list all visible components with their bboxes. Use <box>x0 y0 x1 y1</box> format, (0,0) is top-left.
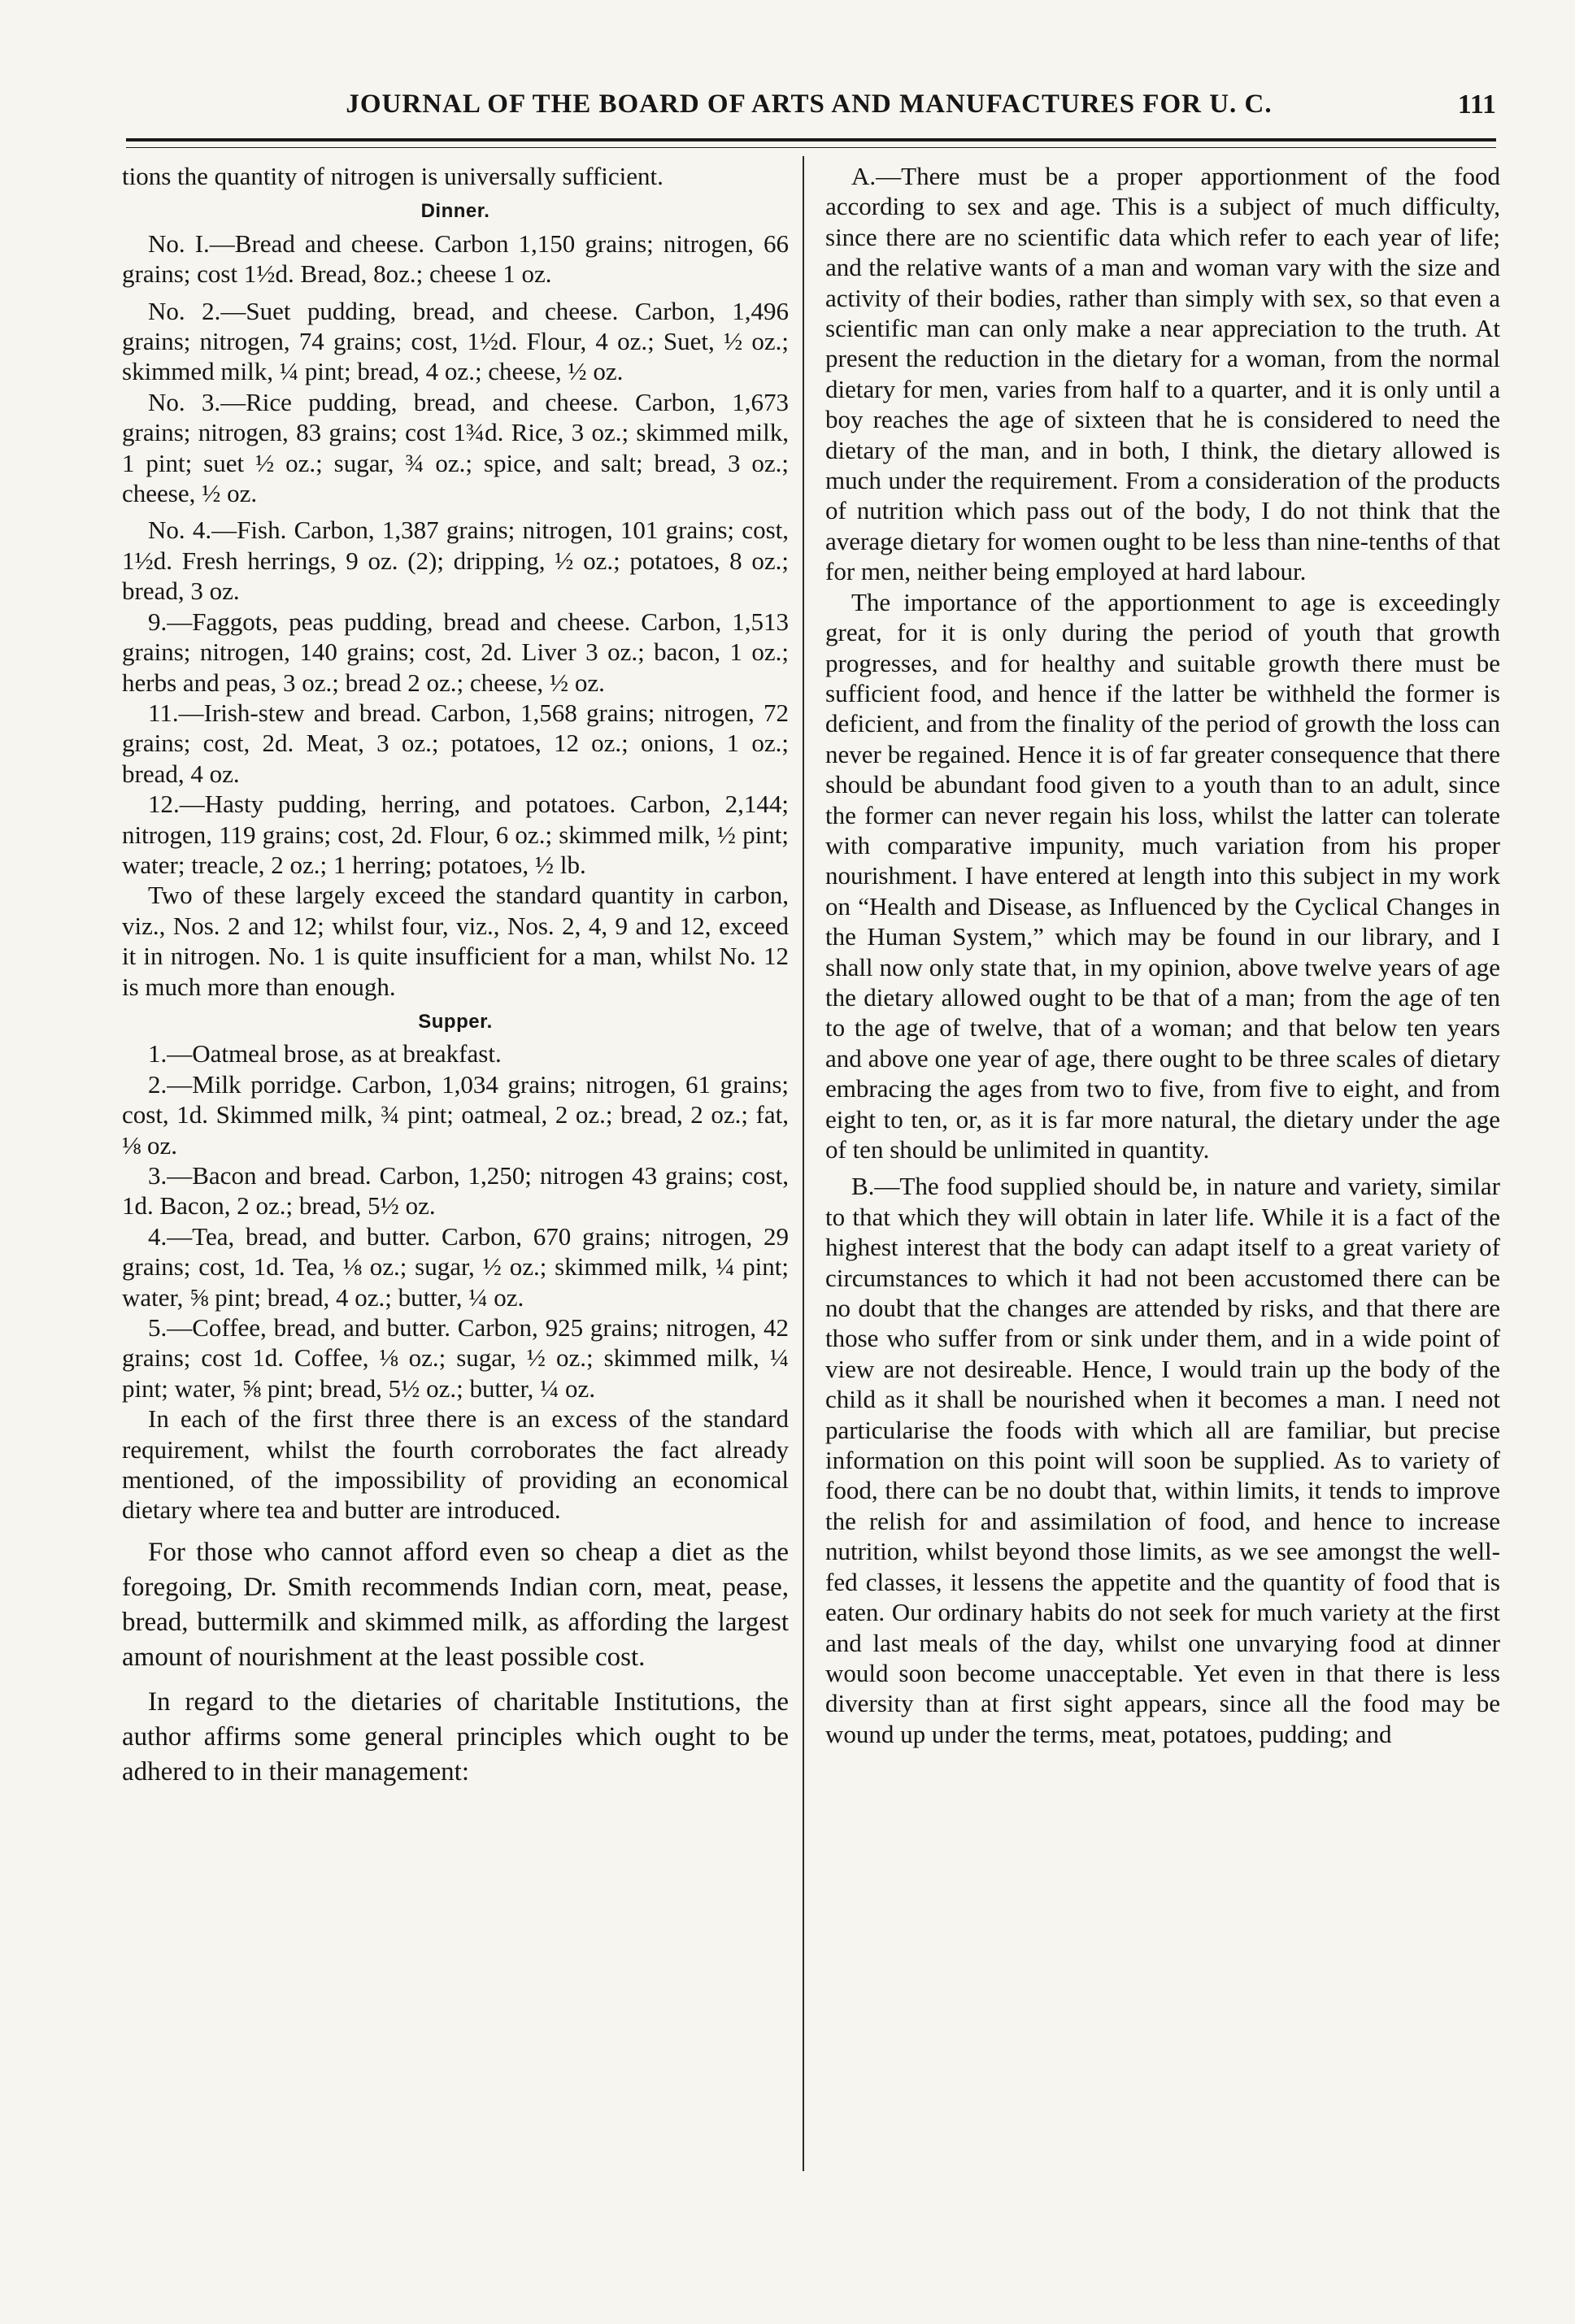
dinner-item-2: No. 2.—Suet pudding, bread, and cheese. Carbon, 1,496 grains; nitrogen, 74 grains; cost, 1½d. Flour, 4 oz.; Suet, ½ oz.; skimmed milk, ¼ pint; bread, 4 oz.; cheese, ½ oz. <box>122 296 789 386</box>
column-divider <box>803 156 804 2171</box>
page-header <box>122 89 1496 130</box>
dinner-item-4: No. 4.—Fish. Carbon, 1,387 grains; nitrogen, 101 grains; cost, 1½d. Fresh herrings, 9 oz. (2); dripping, ½ oz.; potatoes, 8 oz.; bread, 3 oz. <box>122 516 789 606</box>
right-column <box>825 161 1500 1749</box>
dinner-item-3: No. 3.—Rice pudding, bread, and cheese. Carbon, 1,673 grains; nitrogen, 83 grains; cost 1¾d. Rice, 3 oz.; skimmed milk, 1 pint; suet ½ oz.; sugar, ¾ oz.; spice, and salt; bread, 3 oz.; cheese, ½ oz. <box>122 387 789 508</box>
dinner-item-11: 11.—Irish-stew and bread. Carbon, 1,568 grains; nitrogen, 72 grains; cost, 2d. Meat, 3 oz.; potatoes, 12 oz.; onions, 1 oz.; bread, 4 oz. <box>122 698 789 788</box>
journal-title: JOURNAL OF THE BOARD OF ARTS AND MANUFACTURES FOR U. C. <box>346 89 1273 119</box>
paragraph-continuation: tions the quantity of nitrogen is universally sufficient. <box>122 162 664 190</box>
supper-summary: In each of the first three there is an excess of the standard requirement, whilst the fourth corroborates the fact already mentioned, of the impossibility of providing an economical dietary where tea and butter are introduced. <box>122 1404 789 1525</box>
paragraph-age-apportionment: The importance of the apportionment to age is exceedingly great, for it is only during the period of youth that growth progresses, and for healthy and suitable growth there must be sufficient food, and hence if the latter be withheld the former is deficient, and from the finality of the period of growth the loss can never be regained. Hence it is of far greater consequence that there should be abundant food given to a youth than to an adult, since the former can never regain his loss, whilst the latter can tolerate with comparative impunity, much variation from his proper nourishment. I have entered at length into this subject in my work on “Health and Disease, as Influenced by the Cyclical Changes in the Human System,” which may be found in our library, and I shall now only state that, in my opinion, above twelve years of age the dietary allowed ought to be that of a man; from the age of ten to the age of twelve, that of a woman; and that below ten years and above one year of age, there ought to be three scales of dietary embracing the ages from two to five, from five to eight, and from eight to ten, or, as it is far more natural, the dietary under the age of ten should be unlimited in quantity. <box>825 587 1500 1164</box>
supper-item-3: 3.—Bacon and bread. Carbon, 1,250; nitrogen 43 grains; cost, 1d. Bacon, 2 oz.; bread, 5½ oz. <box>122 1161 789 1221</box>
dinner-item-12: 12.—Hasty pudding, herring, and potatoes. Carbon, 2,144; nitrogen, 119 grains; cost, 2d. Flour, 6 oz.; skimmed milk, ½ pint; water; treacle, 2 oz.; 1 herring; potatoes, ½ lb. <box>122 790 789 879</box>
dinner-item-1: No. I.—Bread and cheese. Carbon 1,150 grains; nitrogen, 66 grains; cost 1½d. Bread, 8oz.; cheese 1 oz. <box>122 228 789 289</box>
supper-item-4: 4.—Tea, bread, and butter. Carbon, 670 grains; nitrogen, 29 grains; cost, 1d. Tea, ⅛ oz.; sugar, ½ oz.; skimmed milk, ¼ pint; water, ⅝ pint; bread, 4 oz.; butter, ¼ oz. <box>122 1221 789 1312</box>
supper-heading: Supper. <box>418 1010 493 1033</box>
left-column <box>122 161 789 1790</box>
header-rule-thick <box>126 138 1496 141</box>
dinner-summary: Two of these largely exceed the standard quantity in carbon, viz., Nos. 2 and 12; whilst four, viz., Nos. 2, 4, 9 and 12, exceed it in nitrogen. No. 1 is quite insufficient for a man, whilst No. 12 is much more than enough. <box>122 881 789 1001</box>
principle-b: B.—The food supplied should be, in nature and variety, similar to that which they will obtain in later life. While it is a fact of the highest interest that the body can adapt itself to a great variety of circumstances to which it had not been accustomed there can be no doubt that the changes are attended by risks, and that there are those who suffer from or sink under them, and in a wide point of view are not desireable. Hence, I would train up the body of the child as it shall be nourished when it becomes a man. I need not particularise the foods with which all are familiar, but precise information on this point will soon be supplied. As to variety of food, there can be no doubt that, within limits, it tends to improve the relish for and assimilation of food, and hence to increase nutrition, whilst beyond those limits, as we see amongst the well-fed classes, it lessens the appetite and the quantity of food that is eaten. Our ordinary habits do not seek for much variety at the first and last meals of the day, whilst one unvarying food at dinner would soon become unacceptable. Yet even in that there is less diversity than at first sight appears, since all the food may be wound up under the terms, meat, potatoes, pudding; and <box>825 1172 1500 1748</box>
header-rule-thin <box>126 147 1496 148</box>
principle-a: A.—There must be a proper apportionment of the food according to sex and age. This is a subject of much difficulty, since there are no scientific data which refer to each year of life; and the relative wants of a man and woman vary with the size and activity of their bodies, rather than simply with sex, so that even a scientific man can only make a near appreciation to the truth. At present the reduction in the dietary for a woman, from the normal dietary for men, varies from half to a quarter, and it is only until a boy reaches the age of sixteen that he is considered to need the dietary of the man, and in both, I think, the dietary allowed is much under the requirement. From a consideration of the products of nutrition which pass out of the body, I do not think that the average dietary for women ought to be less than nine-tenths of that for men, neither being employed at hard labour. <box>825 162 1500 586</box>
supper-item-1: 1.—Oatmeal brose, as at breakfast. <box>148 1039 502 1068</box>
supper-item-5: 5.—Coffee, bread, and butter. Carbon, 925 grains; nitrogen, 42 grains; cost 1d. Coffee, ⅛ oz.; sugar, ½ oz.; skimmed milk, ¼ pint; water, ⅝ pint; bread, 5½ oz.; butter, ¼ oz. <box>122 1313 789 1403</box>
page-number: 111 <box>1457 89 1496 120</box>
dinner-heading: Dinner. <box>420 200 490 223</box>
dinner-item-9: 9.—Faggots, peas pudding, bread and cheese. Carbon, 1,513 grains; nitrogen, 140 grains; cost, 2d. Liver 3 oz.; bacon, 1 oz.; herbs and peas, 3 oz.; bread 2 oz.; cheese, ½ oz. <box>122 607 789 697</box>
paragraph-dr-smith: For those who cannot afford even so cheap a diet as the foregoing, Dr. Smith recommends Indian corn, meat, pease, bread, buttermilk and skimmed milk, as affording the largest amount of nourishment at the least possible cost. <box>122 1537 789 1672</box>
paragraph-charitable-institutions: In regard to the dietaries of charitable Institutions, the author affirms some general principles which ought to be adhered to in their management: <box>122 1686 789 1787</box>
supper-item-2: 2.—Milk porridge. Carbon, 1,034 grains; nitrogen, 61 grains; cost, 1d. Skimmed milk, ¾ pint; oatmeal, 2 oz.; bread, 2 oz.; fat, ⅛ oz. <box>122 1069 789 1160</box>
